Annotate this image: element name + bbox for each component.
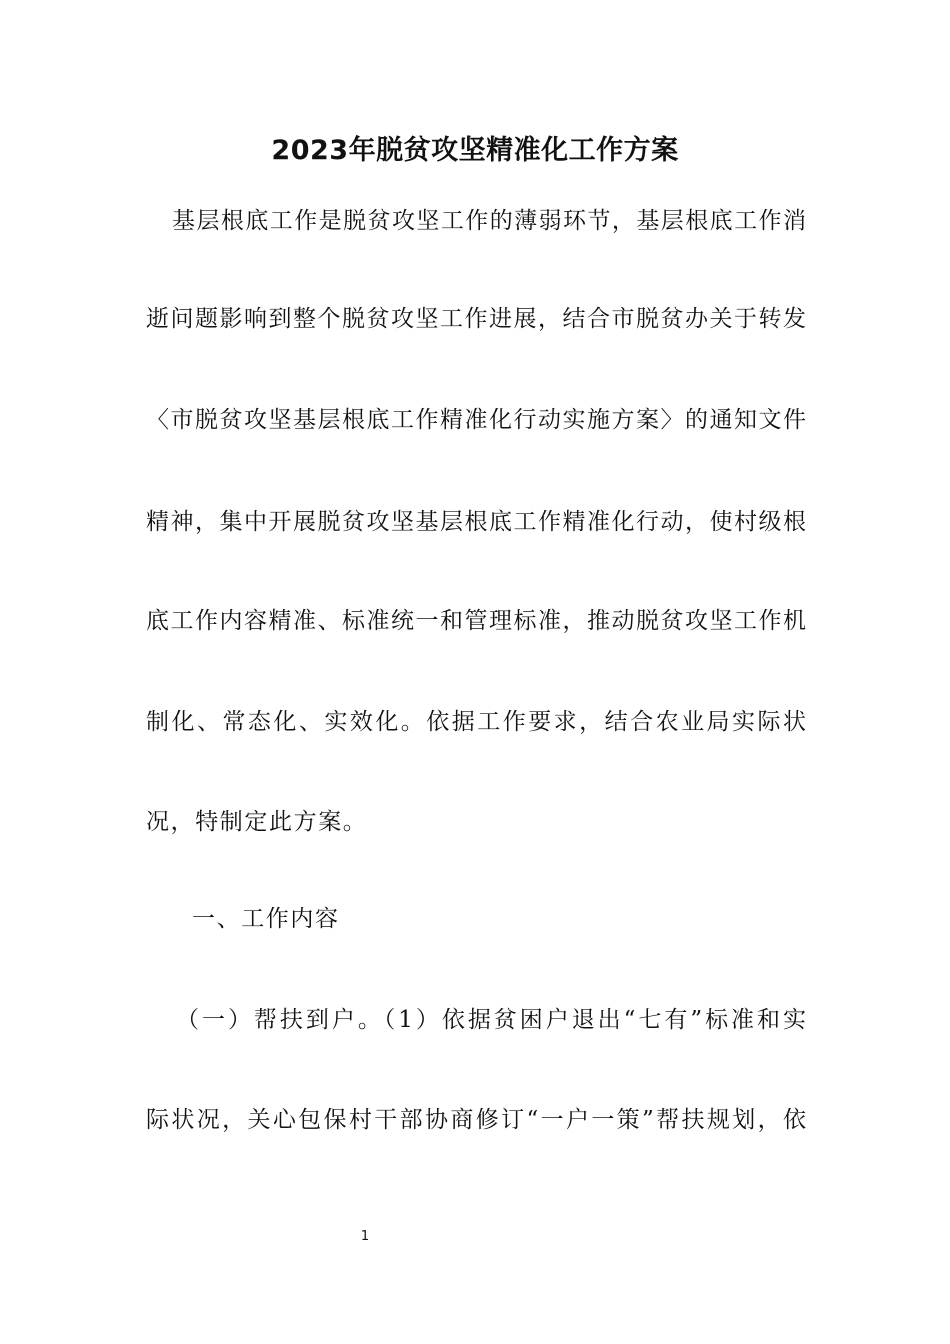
section-heading: 一、工作内容 (192, 906, 340, 932)
paragraph-line: 况，特制定此方案。 (146, 809, 368, 835)
paragraph-line: 底工作内容精准、标准统一和管理标准，推动脱贫攻坚工作机 (146, 608, 806, 634)
document-title: 2023年脱贫攻坚精准化工作方案 (271, 135, 679, 166)
paragraph-line: 基层根底工作是脱贫攻坚工作的薄弱环节，基层根底工作消 (172, 208, 806, 234)
paragraph-line: 逝问题影响到整个脱贫攻坚工作进展，结合市脱贫办关于转发 (146, 306, 806, 332)
paragraph-line: 际状况，关心包保村干部协商修订“一户一策”帮扶规划，依 (146, 1107, 806, 1133)
paragraph-line: 制化、常态化、实效化。依据工作要求，结合农业局实际状 (146, 709, 806, 735)
paragraph-line: 〈市脱贫攻坚基层根底工作精准化行动实施方案〉的通知文件 (146, 407, 806, 433)
page-number: 1 (360, 1229, 370, 1244)
paragraph-line: 精神，集中开展脱贫攻坚基层根底工作精准化行动，使村级根 (146, 509, 806, 535)
paragraph-line: （一）帮扶到户。（1）依据贫困户退出“七有”标准和实 (176, 1007, 806, 1033)
